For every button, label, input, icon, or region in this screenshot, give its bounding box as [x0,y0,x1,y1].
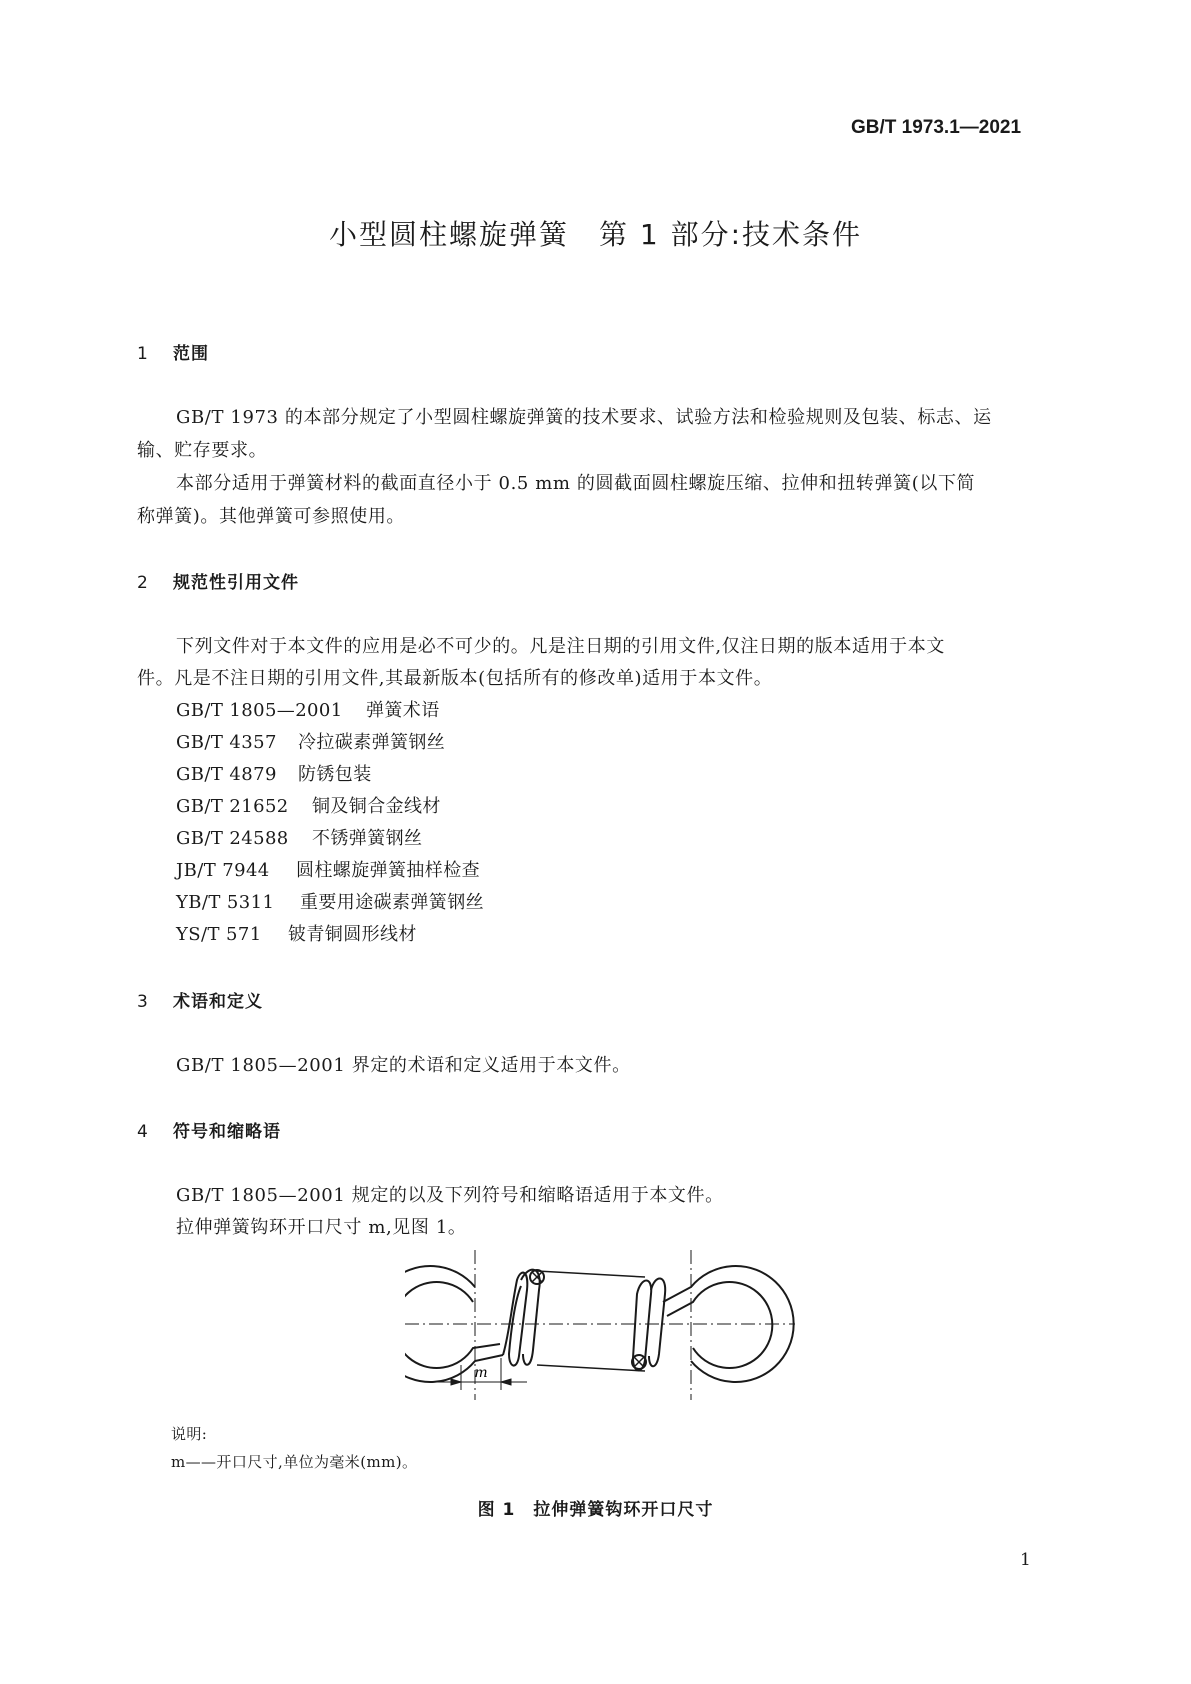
paragraph-line: 称弹簧)。其他弹簧可参照使用。 [137,506,406,527]
left-hook-inner [405,1282,500,1368]
section-title: 术语和定义 [173,992,263,1012]
paragraph-line: GB/T 1805—2001 规定的以及下列符号和缩略语适用于本文件。 [176,1185,724,1206]
reference-code: GB/T 24588 [176,828,289,849]
section-heading-3 [137,987,263,1012]
reference-code: YB/T 5311 [176,892,275,913]
standard-code: GB/T 1973.1—2021 [851,117,1022,138]
reference-item [176,824,422,850]
figure-caption: 图 1 拉伸弹簧钩环开口尺寸 [477,1500,714,1520]
section-title: 范围 [173,344,209,364]
paragraph-line: GB/T 1973 的本部分规定了小型圆柱螺旋弹簧的技术要求、试验方法和检验规则及包装、标志、运 [176,407,992,428]
reference-code: YS/T 571 [176,924,262,945]
section-title: 符号和缩略语 [173,1122,281,1142]
reference-item [176,696,440,722]
paragraph-line: 下列文件对于本文件的应用是必不可少的。凡是注日期的引用文件,仅注日期的版本适用于本文 [176,636,945,657]
reference-item [176,856,480,882]
page-number: 1 [1020,1550,1031,1570]
section-number: 4 [137,1122,149,1142]
spring-hook-figure [405,1250,795,1410]
legend-item: m——开口尺寸,单位为毫米(mm)。 [171,1453,418,1471]
paragraph-line: 本部分适用于弹簧材料的截面直径小于 0.5 mm 的圆截面圆柱螺旋压缩、拉伸和扭转弹簧(以下简 [176,473,976,494]
reference-title: 圆柱螺旋弹簧抽样检查 [296,860,480,881]
reference-title: 重要用途碳素弹簧钢丝 [300,892,484,913]
reference-code: GB/T 4879 [176,764,277,785]
reference-item [176,920,417,946]
reference-code: GB/T 21652 [176,796,289,817]
reference-title: 不锈弹簧钢丝 [312,828,423,849]
reference-title: 铜及铜合金线材 [312,796,441,817]
reference-item [176,792,441,818]
reference-title: 防锈包装 [298,764,372,785]
reference-code: GB/T 4357 [176,732,277,753]
paragraph-line: GB/T 1805—2001 界定的术语和定义适用于本文件。 [176,1055,631,1076]
reference-item [176,888,484,914]
section-number: 1 [137,344,149,364]
legend-heading: 说明: [171,1425,208,1443]
reference-title: 弹簧术语 [366,700,440,721]
dimension-label: m [474,1365,488,1381]
page-title: 小型圆柱螺旋弹簧 第 1 部分:技术条件 [328,218,863,251]
section-heading-1 [137,339,209,364]
section-heading-4 [137,1117,281,1142]
paragraph-line: 件。凡是不注日期的引用文件,其最新版本(包括所有的修改单)适用于本文件。 [137,668,773,689]
right-hook-inner [667,1282,772,1368]
reference-title: 冷拉碳素弹簧钢丝 [298,732,446,753]
reference-code: JB/T 7944 [176,860,270,881]
section-title: 规范性引用文件 [173,573,299,593]
reference-title: 铍青铜圆形线材 [288,924,417,945]
reference-code: GB/T 1805—2001 [176,700,343,721]
section-number: 3 [137,992,149,1012]
reference-item [176,728,445,754]
left-coil [503,1273,527,1366]
paragraph-line: 输、贮存要求。 [137,440,268,461]
reference-item [176,760,372,786]
section-heading-2 [137,568,299,593]
section-number: 2 [137,573,149,593]
paragraph-line: 拉伸弹簧钩环开口尺寸 m,见图 1。 [176,1217,467,1238]
